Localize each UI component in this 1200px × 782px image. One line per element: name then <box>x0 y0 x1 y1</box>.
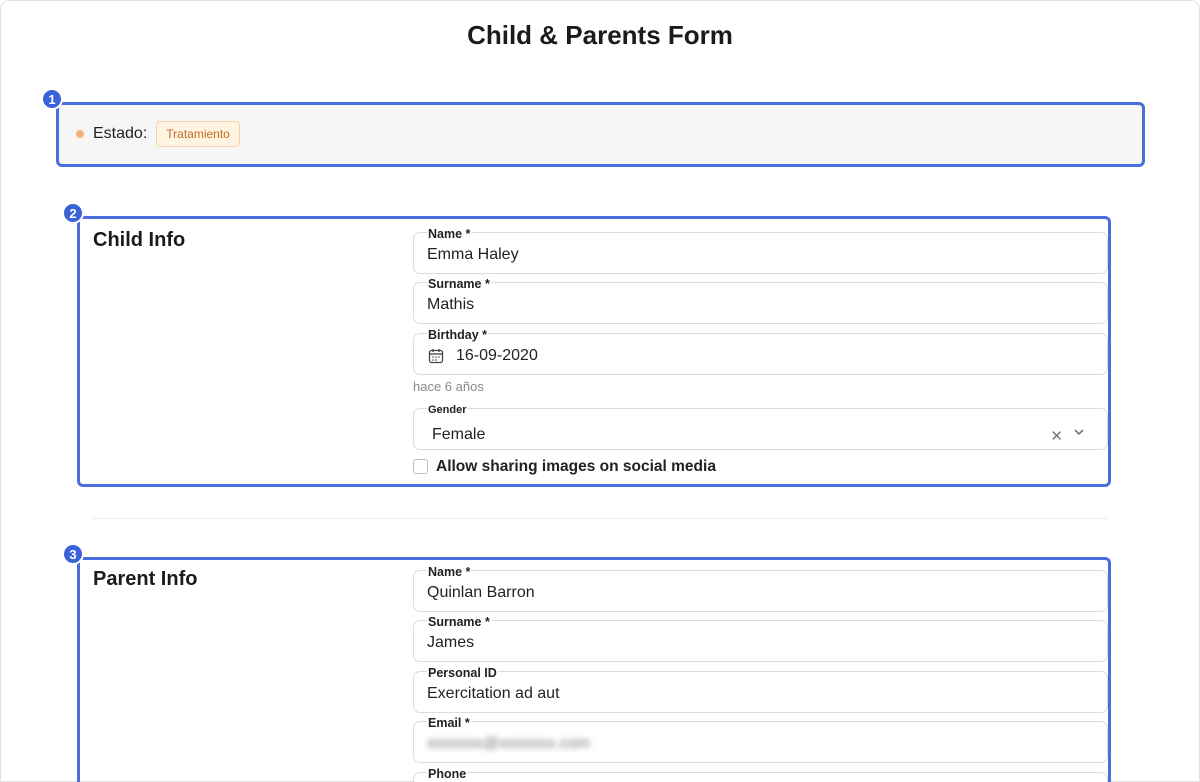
parent-name-field[interactable] <box>413 565 1108 612</box>
sharing-images-label[interactable]: Allow sharing images on social media <box>436 458 716 475</box>
status-badge: Tratamiento <box>156 121 240 147</box>
status-label: Estado: <box>93 125 148 142</box>
child-info-title: Child Info <box>93 229 186 251</box>
parent-surname-field[interactable] <box>413 615 1108 662</box>
child-gender-label: Gender <box>428 404 467 416</box>
parent-phone-field[interactable] <box>413 767 1108 782</box>
annotation-badge-2: 2 <box>62 202 84 224</box>
child-name-field[interactable] <box>413 227 1108 274</box>
child-surname-label: Surname * <box>428 277 490 291</box>
parent-info-title: Parent Info <box>93 568 198 590</box>
child-surname-field[interactable] <box>413 277 1108 324</box>
section-divider <box>93 518 1107 519</box>
page-title: Child & Parents Form <box>467 20 733 50</box>
parent-name-label: Name * <box>428 565 471 579</box>
clear-icon[interactable]: ✕ <box>1050 428 1063 445</box>
parent-email-label: Email * <box>428 716 470 730</box>
parent-name-value[interactable]: Quinlan Barron <box>427 584 535 601</box>
chevron-down-icon[interactable] <box>1072 425 1086 439</box>
calendar-icon[interactable] <box>428 348 444 364</box>
parent-email-value[interactable]: xxxxxxx@xxxxxxx.com <box>427 735 590 752</box>
child-birthday-value[interactable]: 16-09-2020 <box>456 347 538 364</box>
parent-personal-id-label: Personal ID <box>428 666 497 680</box>
parent-email-field[interactable] <box>413 716 1108 763</box>
child-name-value[interactable]: Emma Haley <box>427 246 519 263</box>
annotation-badge-3: 3 <box>62 543 84 565</box>
parent-phone-label: Phone <box>428 767 467 781</box>
child-birthday-field[interactable] <box>413 328 1108 375</box>
child-birthday-label: Birthday * <box>428 328 488 342</box>
child-surname-value[interactable]: Mathis <box>427 296 475 313</box>
highlight-box-1 <box>56 102 1145 167</box>
birthday-helper-text: hace 6 años <box>413 379 484 394</box>
child-name-label: Name * <box>428 227 471 241</box>
parent-personal-id-field[interactable] <box>413 666 1108 713</box>
child-gender-select[interactable] <box>413 404 1108 450</box>
parent-personal-id-value[interactable]: Exercitation ad aut <box>427 685 560 702</box>
parent-surname-label: Surname * <box>428 615 490 629</box>
parent-surname-value[interactable]: James <box>427 634 475 651</box>
child-gender-value: Female <box>432 426 486 443</box>
annotation-badge-1: 1 <box>41 88 63 110</box>
sharing-images-checkbox[interactable] <box>413 459 428 474</box>
